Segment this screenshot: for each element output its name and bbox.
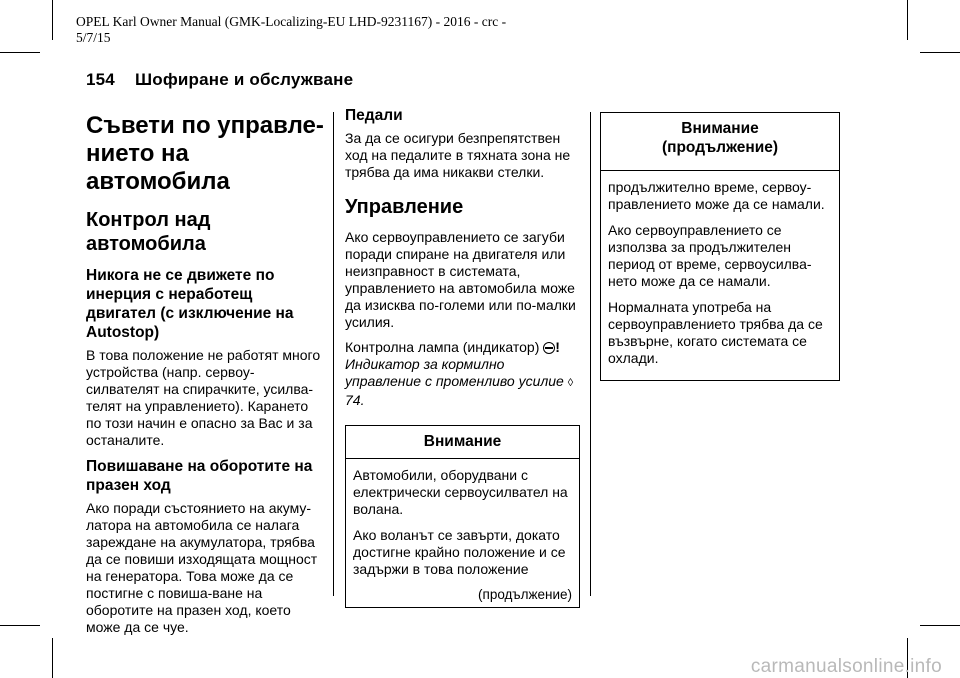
caution-text: Автомобили, оборудвани с електрически сервоусилвател на волана. — [353, 467, 568, 517]
indicator-label: Контролна лампа (индикатор) — [345, 339, 540, 355]
steering-heading: Управление — [345, 196, 464, 218]
crop-mark — [920, 52, 960, 53]
chapter-title: Шофиране и обслужване — [134, 70, 354, 89]
paragraph: За да се осигури безпрепятствен ход на педалите в тяхната зона не трябва да има никакви стелки. — [345, 130, 571, 180]
column-2 — [345, 106, 580, 608]
meta-line-2: 5/7/15 — [76, 30, 111, 45]
document-meta — [76, 14, 506, 46]
caution-text: продължително време, сервоу-правлението може да се намали. — [608, 179, 825, 212]
column-divider — [333, 112, 334, 596]
caution-box — [345, 425, 580, 608]
caution-text: Ако сервоуправлението се използва за продължителен период от време, сервоусилва-нето може да се намали. — [608, 222, 812, 289]
crop-mark — [0, 52, 40, 53]
paragraph: В това положение не работят много устройства (напр. сервоу-силвателят на спирачките, усилва-телят на управлението). Карането по този начин е опасно за Вас и за останалите. — [86, 347, 321, 448]
indicator-reference: Контролна лампа (индикатор) ! Индикатор за кормилно управление с променливо усилие ◊ 74. — [345, 339, 574, 408]
caution-text: Ако воланът се завърти, докато достигне крайно положение и се задържи в това положение — [353, 527, 566, 577]
page-number: 154 — [86, 70, 115, 89]
paragraph: Ако сервоуправлението се загуби поради спиране на двигателя или неизправност в системата, управлението на автомобила може да изисква по-големи или по-малки усилия. — [345, 229, 576, 330]
caution-title: Внимание — [346, 432, 579, 459]
column-divider — [590, 112, 591, 596]
page-header — [86, 70, 353, 90]
caution-text: Нормалната употреба на сервоуправлението трябва да се възвърне, когато системата се охлади. — [608, 299, 823, 366]
continued-label: (продължение) — [478, 587, 572, 602]
crop-mark — [52, 638, 53, 678]
crop-mark — [52, 0, 53, 40]
caution-title: Внимание (продължение) — [661, 120, 779, 156]
crop-mark — [907, 0, 908, 40]
subsection-heading: Никога не се движете по инерция с неработещ двигател (с изключение на Autostop) — [86, 267, 294, 341]
page-ref-icon: ◊ — [567, 377, 574, 389]
pedals-heading: Педали — [345, 107, 403, 124]
crop-mark — [0, 625, 40, 626]
subsection-heading: Повишаване на оборотите на празен ход — [86, 458, 313, 494]
paragraph: Ако поради състоянието на акуму-латора на автомобила се налага зареждане на акумулатора, трябва да се повиши изходящата мощност на генератора. Това може да се постигне с повиша-ване на оборотите на празен ход, което може да се чуе. — [86, 500, 318, 635]
column-1 — [86, 112, 326, 644]
crop-mark — [920, 625, 960, 626]
meta-line-1: OPEL Karl Owner Manual (GMK-Localizing-EU LHD-9231167) - 2016 - crc - — [76, 14, 507, 29]
steering-warning-icon — [543, 342, 555, 354]
watermark: carmanualsonline.info — [750, 656, 942, 677]
column-3 — [600, 112, 840, 381]
page-title: Съвети по управле-нието на автомобила — [86, 112, 324, 195]
section-heading: Контрол над автомобила — [86, 209, 211, 255]
cross-reference-link[interactable]: Индикатор за кормилно управление с променливо усилие ◊ 74. — [345, 356, 574, 408]
title-divider — [601, 170, 839, 171]
caution-box-continued — [600, 112, 840, 381]
